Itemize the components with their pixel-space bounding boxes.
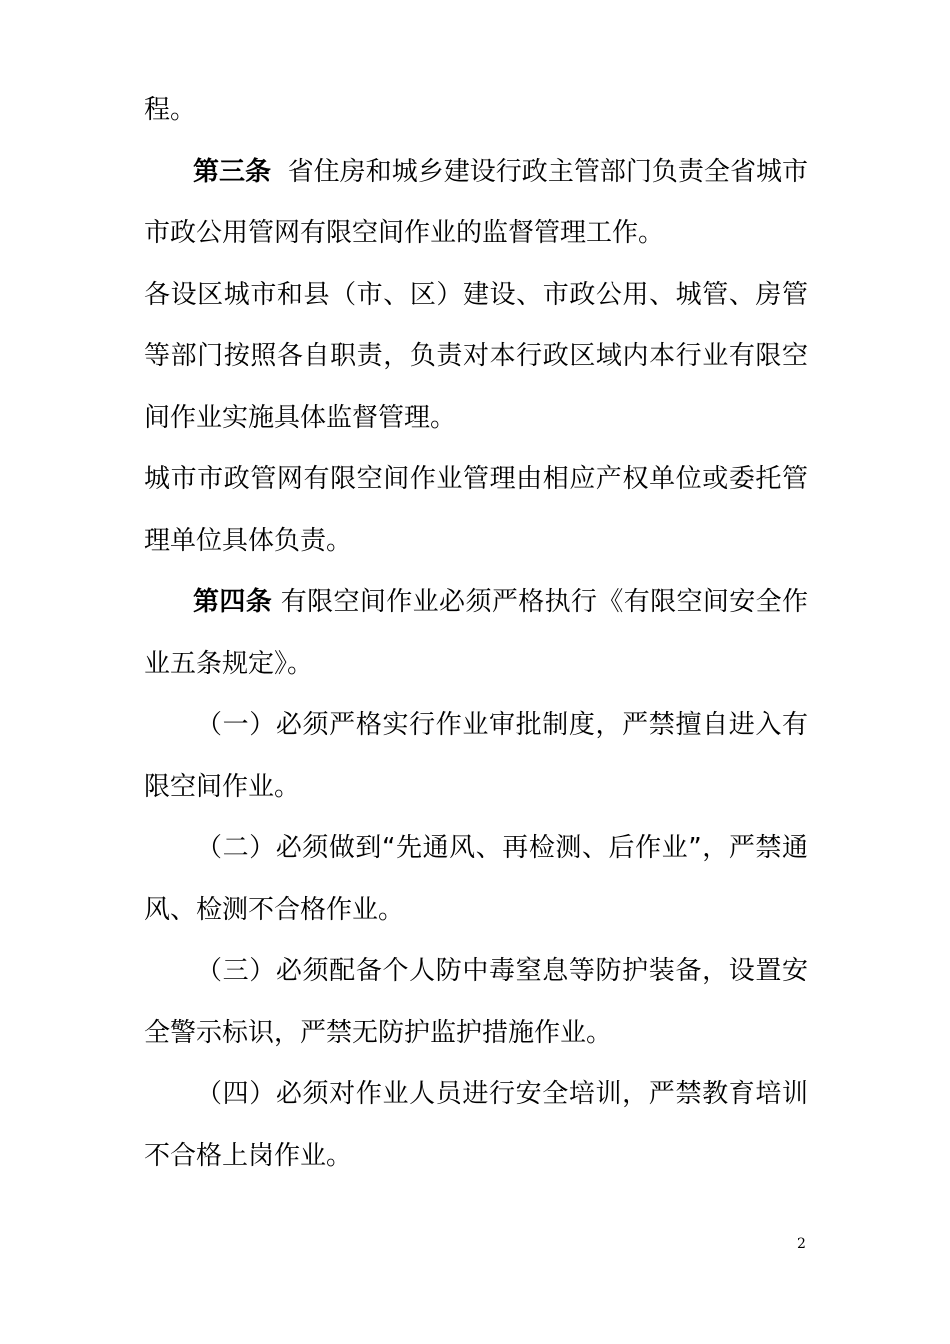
paragraph-text: 城市市政管网有限空间作业管理由相应产权单位或委托管理单位具体负责。: [144, 464, 808, 556]
paragraph-text: 程。: [144, 95, 197, 125]
page-number: 2: [797, 1236, 806, 1252]
document-body: [144, 80, 808, 1187]
list-item-text: （一）必须严格实行作业审批制度，严禁擅自进入有限空间作业。: [144, 710, 808, 802]
list-item-2: [144, 818, 808, 941]
list-item-4: [144, 1064, 808, 1187]
list-item-3: [144, 941, 808, 1064]
list-item-text: （三）必须配备个人防中毒窒息等防护装备，设置安全警示标识，严禁无防护监护措施作业。: [144, 956, 808, 1048]
article-text: 有限空间作业必须严格执行《有限空间安全作业五条规定》。: [144, 587, 808, 679]
paragraph-responsibilities: [144, 265, 808, 450]
list-item-text: （二）必须做到“先通风、再检测、后作业”，严禁通风、检测不合格作业。: [144, 833, 808, 925]
paragraph-management: [144, 449, 808, 572]
article-heading: 第四条: [193, 587, 273, 617]
article-4: [144, 572, 808, 695]
article-3: [144, 142, 808, 265]
list-item-text: （四）必须对作业人员进行安全培训，严禁教育培训不合格上岗作业。: [144, 1079, 808, 1171]
article-text: 省住房和城乡建设行政主管部门负责全省城市市政公用管网有限空间作业的监督管理工作。: [144, 156, 808, 248]
paragraph-continuation: [144, 80, 808, 142]
paragraph-text: 各设区城市和县（市、区）建设、市政公用、城管、房管等部门按照各自职责，负责对本行政区域内本行业有限空间作业实施具体监督管理。: [144, 279, 808, 433]
article-heading: 第三条: [193, 156, 272, 187]
list-item-1: [144, 695, 808, 818]
